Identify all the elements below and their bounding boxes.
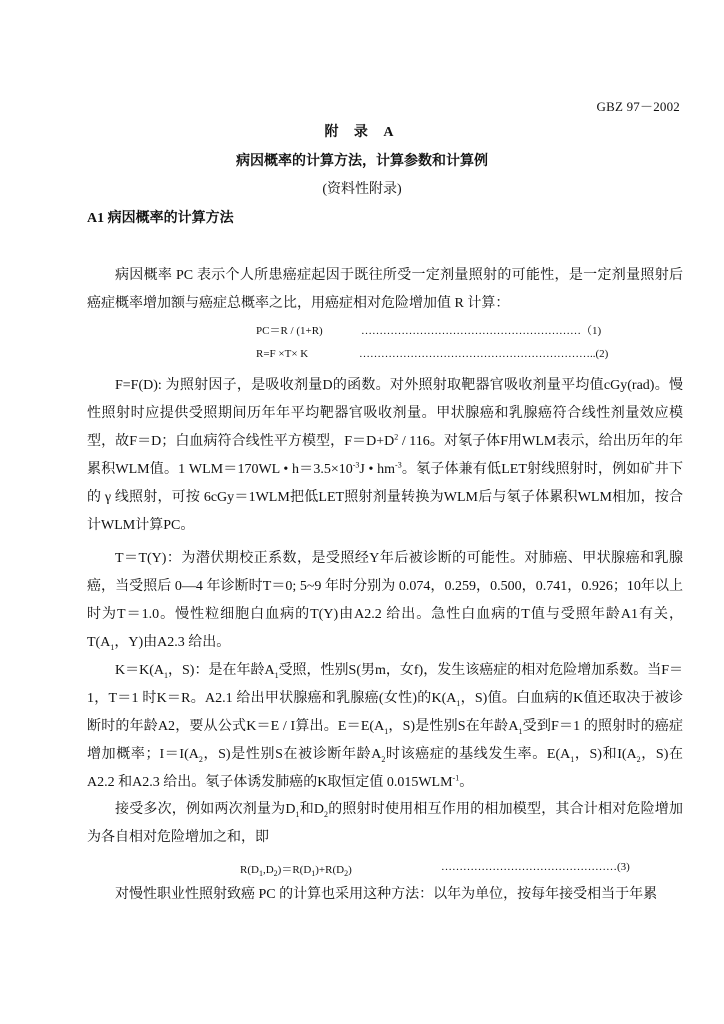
formula-2-expression: R=F ×T× K — [256, 348, 309, 360]
formula-3-expression: $R(D_1,D_2)=R(D_1)+R(D_2)$ — [240, 864, 352, 879]
annex-note: (资料性附录) — [322, 182, 402, 197]
paragraph-chronic-exposure: 对慢性职业性照射致癌 PC 的计算也采用这种方法：以年为单位，按每年接受相当于年累 — [115, 887, 658, 902]
paragraph-irradiation-factor: F=F(D): 为照射因子，是吸收剂量D的函数。对外照射取靶器官吸收剂量平均值cGy(rad)。慢性照射时应提供受照期间历年年平均靶器官吸收剂量。甲状腺癌和乳腺癌符合线性剂量效应模型，故F＝D；白血病符合线性平方模型，$F=D+D^2 / 116$。对氡子体F用WLM表示，给出历年的年累积WLM值。1 WLM＝170WL • $h=3.5\times 10^{-3}J$ • $hm^{-3}$。氡子体兼有低LET射线照射时，例如矿井下的 γ 线照射，可按 6cGy＝1WLM把低LET照射剂量转换为WLM后与氡子体累积WLM相加，按合计WLM计算PC。 — [87, 378, 683, 533]
formula-1-expression: PC＝R / (1+R) — [256, 325, 323, 337]
formula-1-number: ……………………………………………………（1) — [361, 325, 602, 337]
paragraph-latency-factor: T＝T(Y)：为潜伏期校正系数，是受照经Y年后被诊断的可能性。对肺癌、甲状腺癌和乳腺癌，当受照后 0—4 年诊断时T＝0; 5~9 年时分别为 0.074，0.259，0.500，0.741，0.926；10年以上时为T＝1.0。慢性粒细胞白血病的T(Y)由A2.2 给出。急性白血病的T值与受照年龄A1有关，$T(A_1$，Y)由A2.3 给出。 — [87, 551, 683, 652]
paragraph-multiple-exposures: 接受多次，例如两次剂量为$D_1$和$D_2$的照射时使用相互作用的相加模型，其合计相对危险增加为各自相对危险增加之和，即 — [87, 802, 683, 845]
section-heading: A1 病因概率的计算方法 — [87, 211, 234, 226]
standard-number: GBZ 97－2002 — [596, 99, 680, 114]
annex-subtitle: 病因概率的计算方法，计算参数和计算例 — [236, 154, 488, 169]
formula-3-number: …………………………………………(3) — [441, 861, 630, 873]
paragraph-risk-coefficient: $K=K(A_1$，S)：是在年龄$A_1$受照，性别S(男m，女f)，发生该癌症的相对危险增加系数。当F＝1，T＝1 时K＝R。A2.1 给出甲状腺癌和乳腺癌(女性)的$K(A_1$，S)值。白血病的K值还取决于被诊断时的年龄A2，要从公式K＝E / I算出。$E=E(A_1$，S)是性别S在年龄$A_1$受到F＝1 的照射时的癌症增加概率；$I=I(A_2$，S)是性别S在被诊断年龄$A_2$时该癌症的基线发生率。$E(A_1$，S)和$I(A_2$，S)在A2.2 和A2.3 给出。氡子体诱发肺癌的K取恒定值 $0.015WLM^{-1}$。 — [87, 663, 684, 790]
formula-2-number: ………………………………………………………..(2) — [359, 348, 609, 360]
paragraph-intro: 病因概率 PC 表示个人所患癌症起因于既往所受一定剂量照射的可能性，是一定剂量照射后癌症概率增加额与癌症总概率之比，用癌症相对危险增加值 R 计算： — [87, 268, 683, 311]
annex-title: 附 录 A — [324, 125, 400, 140]
